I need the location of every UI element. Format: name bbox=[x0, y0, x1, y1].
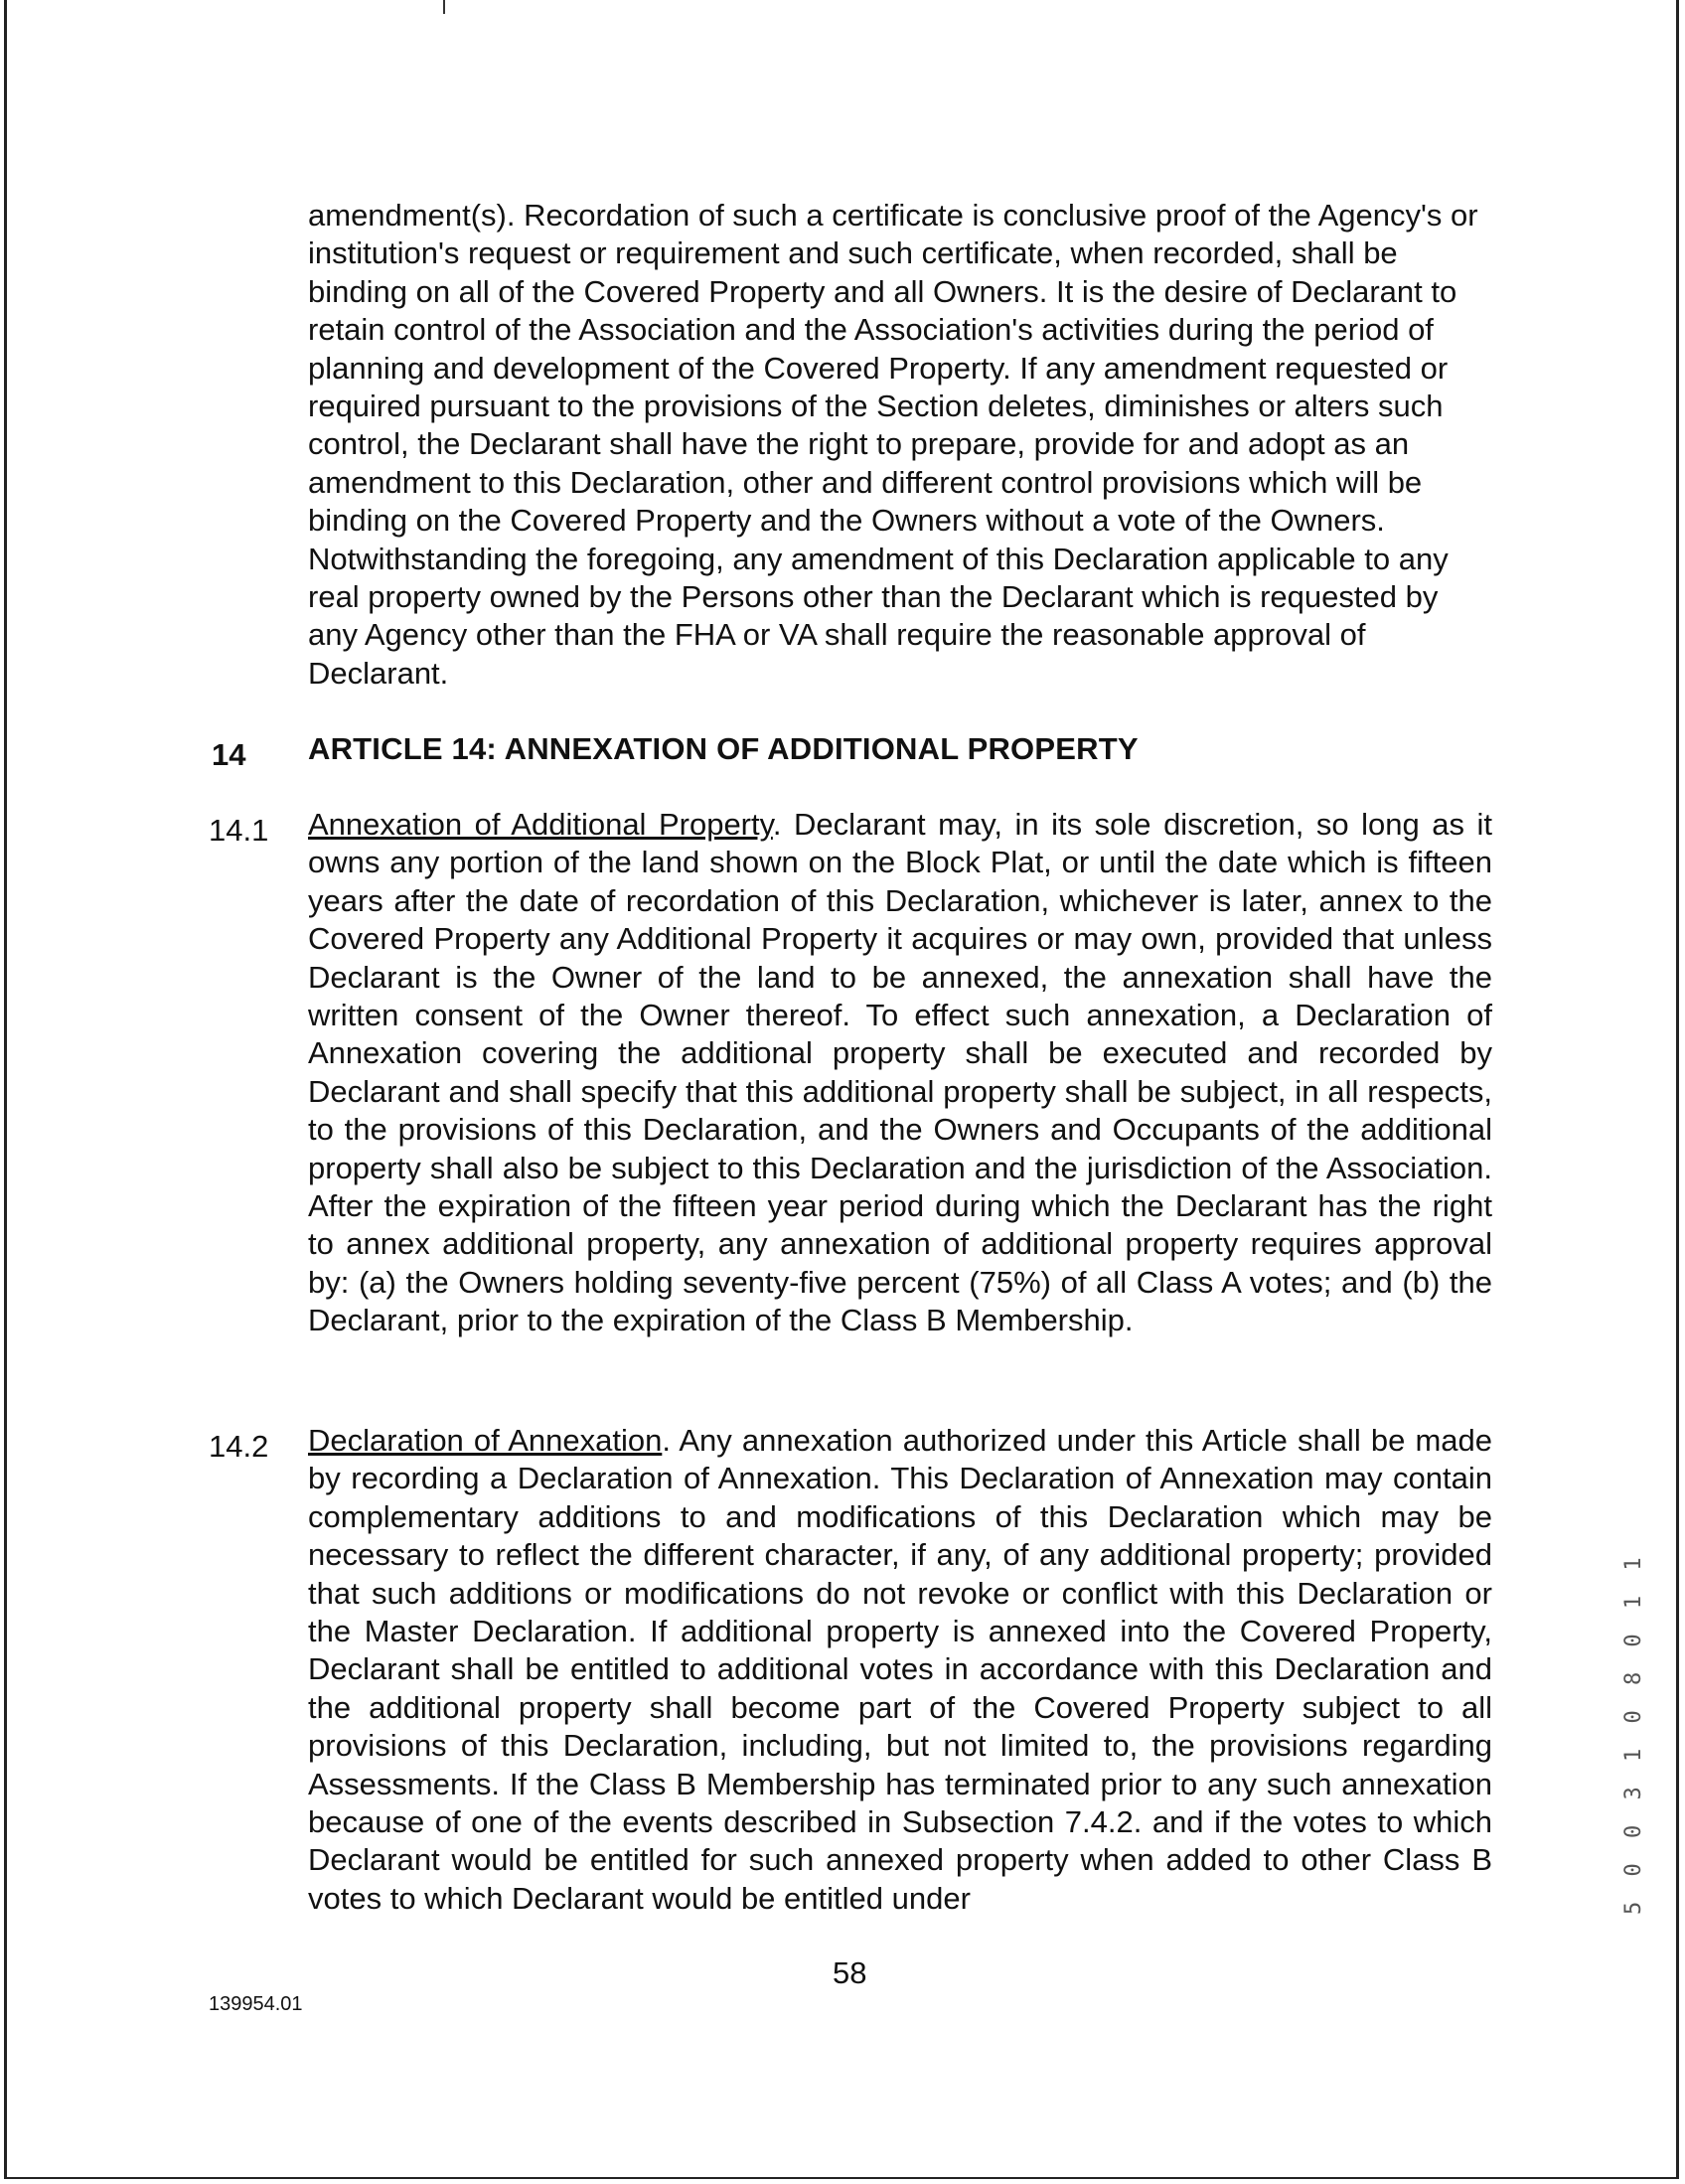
article-heading: ARTICLE 14: ANNEXATION OF ADDITIONAL PROPERTY bbox=[308, 731, 1139, 766]
page-number: 58 bbox=[833, 1955, 867, 1990]
section-14-1-paragraph bbox=[308, 806, 1492, 1340]
recording-stamp-text: 5 0 0 3 1 0 8 0 1 1 bbox=[1621, 1551, 1646, 1915]
recording-stamp bbox=[1621, 1551, 1646, 1915]
scan-tick-mark bbox=[443, 0, 445, 14]
intro-paragraph: amendment(s). Recordation of such a certificate is conclusive proof of the Agency's or institution's request or requirement and such certificate, when recorded, shall be binding on all of the Covered Property and all Owners. It is the desire of Declarant to retain control of the Association and the Association's activities during the period of planning and development of the Covered Property. If any amendment requested or required pursuant to the provisions of the Section deletes, diminishes or alters such control, the Declarant shall have the right to prepare, provide for and adopt as an amendment to this Declaration, other and different control provisions which will be binding on the Covered Property and the Owners without a vote of the Owners. Notwithstanding the foregoing, any amendment of this Declaration applicable to any real property owned by the Persons other than the Declarant which is requested by any Agency other than the FHA or VA shall require the reasonable approval of Declarant. bbox=[308, 198, 1478, 691]
section-14-2-heading: Declaration of Annexation bbox=[308, 1423, 663, 1458]
section-14-1-text: . Declarant may, in its sole discretion, so long as it owns any portion of the land shown on the Block Plat, or until the date which is fifteen years after the date of recordation of this Declaration, whichever is later, annex to the Covered Property any Additional Property it acquires or may own, provided that unless Declarant is the Owner of the land to be annexed, the annexation shall have the written consent of the Owner thereof. To effect such annexation, a Declaration of Annexation covering the additional property shall be executed and recorded by Declarant and shall specify that this additional property shall be subject, in all respects, to the provisions of this Declaration, and the Owners and Occupants of the additional property shall also be subject to this Declaration and the jurisdiction of the Association. After the expiration of the fifteen year period during which the Declarant has the right to annex additional property, any annexation of additional property requires approval by: (a) the Owners holding seventy-five percent (75%) of all Class A votes; and (b) the Declarant, prior to the expiration of the Class B Membership. bbox=[308, 807, 1492, 1338]
section-14-1-heading: Annexation of Additional Property bbox=[308, 807, 773, 842]
section-number-14-2: 14.2 bbox=[209, 1429, 269, 1464]
document-id: 139954.01 bbox=[209, 1993, 303, 2015]
section-14-2-text: . Any annexation authorized under this Article shall be made by recording a Declaration of Annexation. This Declaration of Annexation may contain complementary additions to and modifications of this Declaration which may be necessary to reflect the different character, if any, of any additional property; provided that such additions or modifications do not revoke or conflict with this Declaration or the Master Declaration. If additional property is annexed into the Covered Property, Declarant shall be entitled to additional votes in accordance with this Declaration and the additional property shall become part of the Covered Property subject to all provisions of this Declaration, including, but not limited to, the provisions regarding Assessments. If the Class B Membership has terminated prior to any such annexation because of one of the events described in Subsection 7.4.2. and if the votes to which Declarant would be entitled for such annexed property when added to other Class B votes to which Declarant would be entitled under bbox=[308, 1423, 1492, 1916]
section-number-14-1: 14.1 bbox=[209, 813, 269, 848]
article-number: 14 bbox=[212, 737, 246, 772]
section-14-2-paragraph bbox=[308, 1422, 1492, 1918]
